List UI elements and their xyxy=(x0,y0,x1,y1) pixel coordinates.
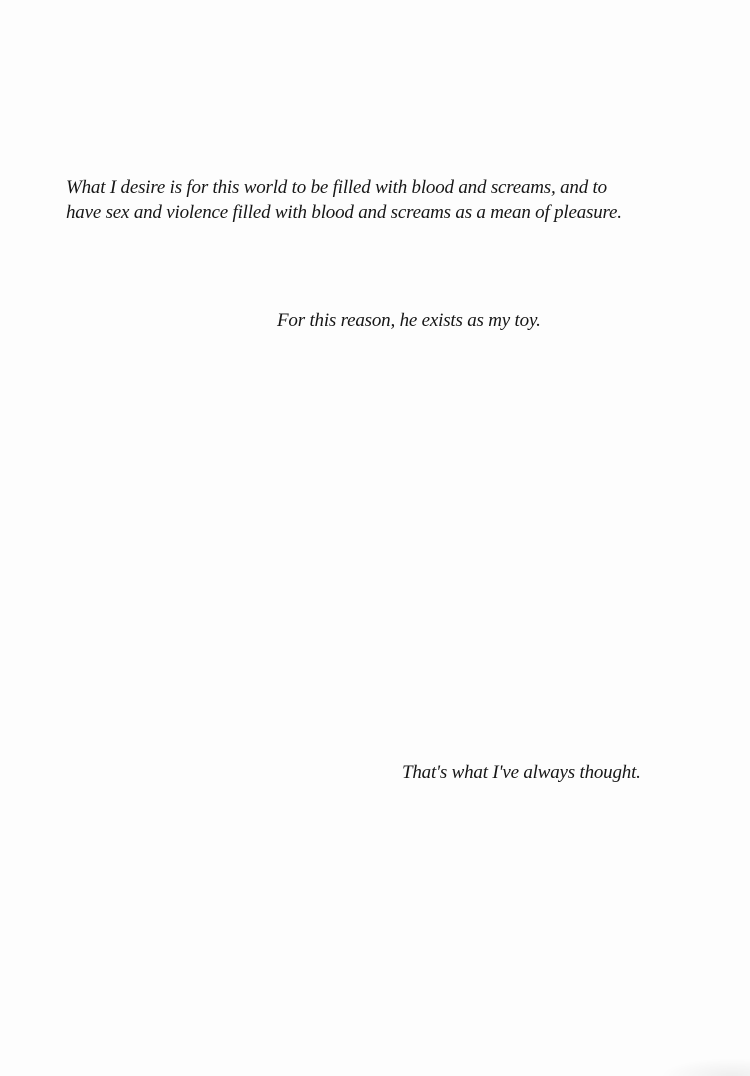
narration-opening xyxy=(66,175,622,225)
narration-opening-line-1: What I desire is for this world to be filled with blood and screams, and to xyxy=(66,177,607,198)
narration-conclusion: That's what I've always thought. xyxy=(402,762,641,783)
narration-opening-line-2: have sex and violence filled with blood and screams as a mean of pleasure. xyxy=(66,202,622,223)
narration-reason: For this reason, he exists as my toy. xyxy=(277,310,541,331)
scan-noise-artifact xyxy=(660,1058,750,1076)
